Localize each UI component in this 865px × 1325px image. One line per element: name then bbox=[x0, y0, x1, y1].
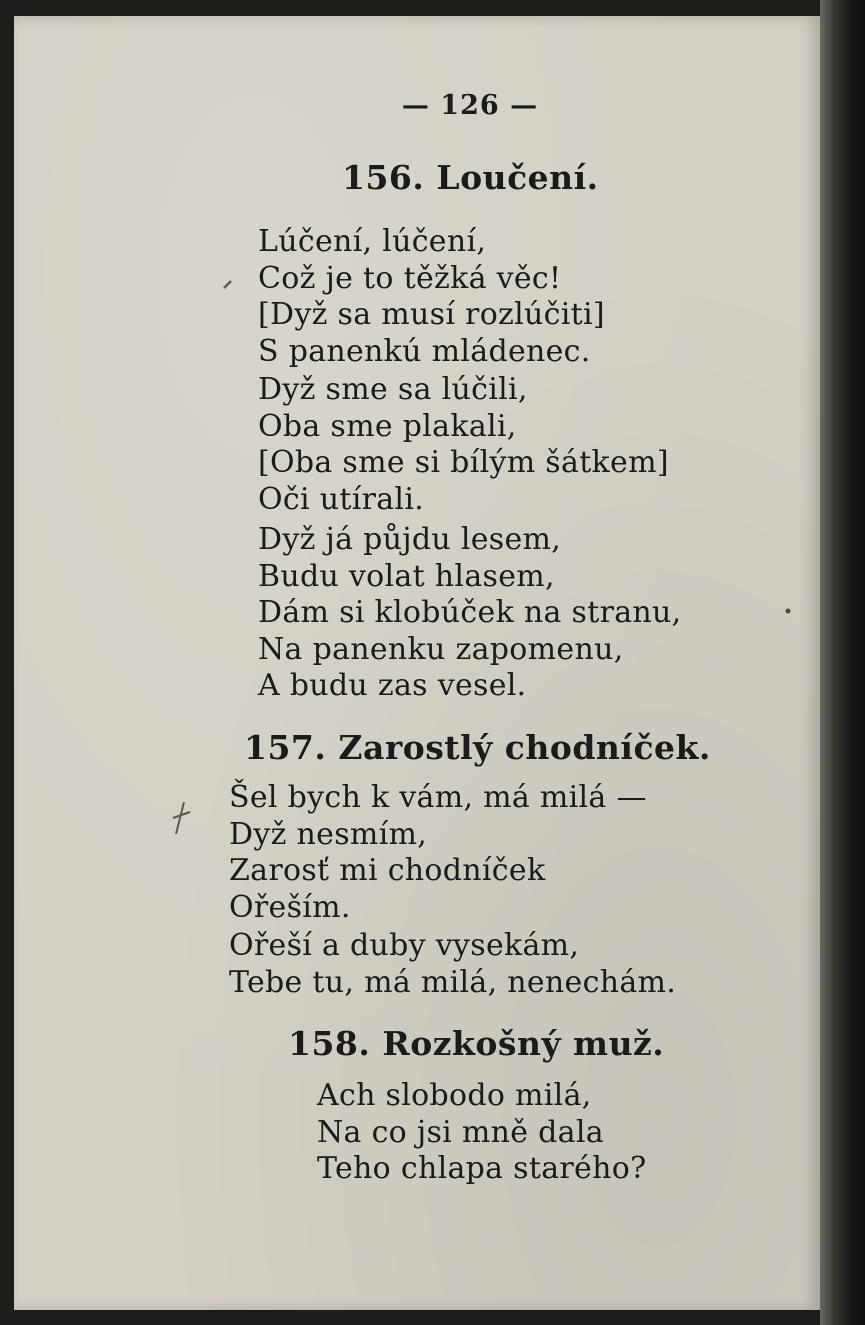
verse-line: Dám si klobúček na stranu, bbox=[258, 595, 682, 630]
verse-line: Lúčení, lúčení, bbox=[258, 224, 487, 259]
verse-line: Ořeším. bbox=[229, 889, 351, 925]
verse-line: Na panenku zapomenu, bbox=[258, 631, 624, 667]
verse-line: Budu volat hlasem, bbox=[258, 558, 555, 594]
page-number: — 126 — bbox=[401, 90, 539, 121]
verse-line: Dyž nesmím, bbox=[229, 816, 428, 852]
verse-line: Zarosť mi chodníček bbox=[229, 853, 546, 888]
verse-line: Oči utírali. bbox=[258, 481, 425, 517]
song-158-stanza-1 bbox=[317, 1078, 646, 1188]
verse-line: Šel bych k vám, má milá — bbox=[229, 780, 647, 815]
verse-line: Na co jsi mně dala bbox=[317, 1114, 604, 1150]
song-158-title: 158. Rozkošný muž. bbox=[288, 1024, 665, 1063]
verse-line: S panenkú mládenec. bbox=[258, 333, 591, 369]
song-157-stanza-1 bbox=[229, 780, 647, 926]
verse-line: Teho chlapa starého? bbox=[317, 1151, 647, 1186]
song-156-stanza-2 bbox=[258, 372, 669, 518]
verse-line: Oba sme plakali, bbox=[258, 408, 517, 444]
verse-line: [Dyž sa musí rozlúčiti] bbox=[258, 297, 605, 332]
pencil-mark-icon bbox=[170, 800, 194, 836]
margin-dot-icon bbox=[222, 278, 234, 290]
verse-line: Což je to těžká věc! bbox=[258, 260, 562, 296]
song-157-stanza-2 bbox=[229, 928, 676, 1001]
song-156-stanza-1 bbox=[258, 224, 605, 370]
song-156-title: 156. Loučení. bbox=[342, 158, 599, 197]
verse-line: Ořeší a duby vysekám, bbox=[229, 928, 580, 963]
margin-dot-icon bbox=[783, 606, 793, 616]
song-156-stanza-3 bbox=[258, 522, 681, 705]
song-157-title: 157. Zarostlý chodníček. bbox=[244, 728, 711, 767]
verse-line: [Oba sme si bílým šátkem] bbox=[258, 445, 669, 480]
verse-line: Dyž já půjdu lesem, bbox=[258, 522, 562, 557]
verse-line: A budu zas vesel. bbox=[258, 668, 527, 703]
verse-line: Dyž sme sa lúčili, bbox=[258, 372, 528, 407]
book-gutter bbox=[820, 0, 865, 1325]
verse-line: Tebe tu, má milá, nenechám. bbox=[229, 964, 677, 1000]
verse-line: Ach slobodo milá, bbox=[317, 1078, 592, 1113]
